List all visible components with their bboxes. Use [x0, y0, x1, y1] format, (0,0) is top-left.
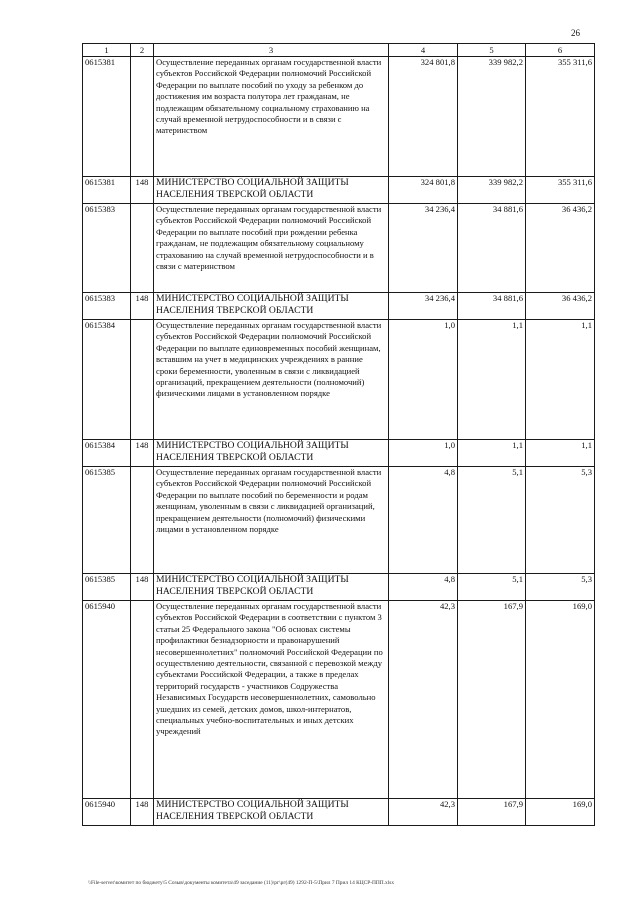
table-row	[83, 204, 595, 293]
item-name-cell: Осуществление переданных органам государственной власти субъектов Российской Федерации в соответствии с пунктом 3 статьи 25 Федерального закона "Об основах системы профилактики безнадзорности и правонарушений несовершеннолетних" полномочий Российской Федерации по осуществлению деятельности, связанной с перевозкой между субъектами Российской Федерации, а также в пределах территорий государств - участников Содружества Независимых Государств несовершеннолетних, самовольно ушедших из семей, детских домов, школ-интернатов, специальных учебно-воспитательных и иных детских учреждений	[154, 601, 389, 799]
amount-year3-cell: 169,0	[526, 601, 595, 799]
table-row	[83, 57, 595, 177]
amount-year2-cell: 1,1	[458, 320, 526, 440]
amount-year3-cell: 36 436,2	[526, 204, 595, 293]
amount-year1-cell: 1,0	[389, 320, 458, 440]
item-name-cell: МИНИСТЕРСТВО СОЦИАЛЬНОЙ ЗАЩИТЫ НАСЕЛЕНИЯ ТВЕРСКОЙ ОБЛАСТИ	[154, 177, 389, 204]
target-code-cell: 0615383	[83, 293, 131, 320]
amount-year2-cell: 339 982,2	[458, 177, 526, 204]
column-header-2: 2	[131, 44, 154, 57]
amount-year1-cell: 324 801,8	[389, 177, 458, 204]
table-row	[83, 177, 595, 204]
item-name-cell: Осуществление переданных органам государственной власти субъектов Российской Федерации полномочий Российской Федерации по выплате пособий при рождении ребенка гражданам, не подлежащим обязательному социальному страхованию на случай временной нетрудоспособности и в связи с материнством	[154, 204, 389, 293]
amount-year3-cell: 1,1	[526, 320, 595, 440]
target-code-cell: 0615385	[83, 467, 131, 574]
amount-year2-cell: 167,9	[458, 601, 526, 799]
column-header-4: 4	[389, 44, 458, 57]
item-name-cell: Осуществление переданных органам государственной власти субъектов Российской Федерации полномочий Российской Федерации по выплате единовременных пособий женщинам, вставшим на учет в медицинских учреждениях в ранние сроки беременности, уволенным в связи с ликвидацией организаций, прекращением деятельности (полномочий) физическими лицами в установленном порядке	[154, 320, 389, 440]
amount-year1-cell: 324 801,8	[389, 57, 458, 177]
footer-file-path: \\File-server\комитет по бюджету\5 Созыв\документы комитета\49 заседание (11)\рг\рг(49) 1292-П-5\Прил 7 Прил 14 КЦСР-ППП.xlsx	[88, 880, 395, 886]
amount-year1-cell: 4,8	[389, 467, 458, 574]
department-code-cell	[131, 467, 154, 574]
department-code-cell	[131, 204, 154, 293]
amount-year3-cell: 5,3	[526, 574, 595, 601]
table-row	[83, 574, 595, 601]
target-code-cell: 0615940	[83, 799, 131, 826]
department-code-cell: 148	[131, 799, 154, 826]
amount-year2-cell: 34 881,6	[458, 293, 526, 320]
amount-year2-cell: 5,1	[458, 574, 526, 601]
item-name-cell: МИНИСТЕРСТВО СОЦИАЛЬНОЙ ЗАЩИТЫ НАСЕЛЕНИЯ ТВЕРСКОЙ ОБЛАСТИ	[154, 293, 389, 320]
column-header-6: 6	[526, 44, 595, 57]
table-row	[83, 467, 595, 574]
amount-year3-cell: 1,1	[526, 440, 595, 467]
department-code-cell: 148	[131, 440, 154, 467]
table-row	[83, 320, 595, 440]
column-header-1: 1	[83, 44, 131, 57]
amount-year3-cell: 36 436,2	[526, 293, 595, 320]
amount-year2-cell: 339 982,2	[458, 57, 526, 177]
target-code-cell: 0615383	[83, 204, 131, 293]
amount-year3-cell: 355 311,6	[526, 57, 595, 177]
amount-year3-cell: 355 311,6	[526, 177, 595, 204]
table-row	[83, 799, 595, 826]
item-name-cell: МИНИСТЕРСТВО СОЦИАЛЬНОЙ ЗАЩИТЫ НАСЕЛЕНИЯ ТВЕРСКОЙ ОБЛАСТИ	[154, 440, 389, 467]
amount-year3-cell: 5,3	[526, 467, 595, 574]
amount-year1-cell: 34 236,4	[389, 293, 458, 320]
amount-year1-cell: 42,3	[389, 799, 458, 826]
budget-table	[82, 43, 595, 826]
table-row	[83, 440, 595, 467]
amount-year2-cell: 34 881,6	[458, 204, 526, 293]
item-name-cell: Осуществление переданных органам государственной власти субъектов Российской Федерации полномочий Российской Федерации по выплате пособий по уходу за ребенком до достижения им возраста полутора лет гражданам, не подлежащим обязательному социальному страхованию на случай временной нетрудоспособности и в связи с материнством	[154, 57, 389, 177]
table-header-row	[83, 44, 595, 57]
department-code-cell	[131, 601, 154, 799]
page-number: 26	[571, 28, 580, 38]
amount-year1-cell: 1,0	[389, 440, 458, 467]
item-name-cell: Осуществление переданных органам государственной власти субъектов Российской Федерации полномочий Российской Федерации по выплате пособий по беременности и родам женщинам, уволенным в связи с ликвидацией организаций, прекращением деятельности (полномочий) физическими лицами в установленном порядке	[154, 467, 389, 574]
target-code-cell: 0615381	[83, 177, 131, 204]
department-code-cell	[131, 320, 154, 440]
item-name-cell: МИНИСТЕРСТВО СОЦИАЛЬНОЙ ЗАЩИТЫ НАСЕЛЕНИЯ ТВЕРСКОЙ ОБЛАСТИ	[154, 799, 389, 826]
amount-year2-cell: 5,1	[458, 467, 526, 574]
table-row	[83, 601, 595, 799]
target-code-cell: 0615381	[83, 57, 131, 177]
target-code-cell: 0615384	[83, 320, 131, 440]
target-code-cell: 0615940	[83, 601, 131, 799]
column-header-3: 3	[154, 44, 389, 57]
amount-year1-cell: 34 236,4	[389, 204, 458, 293]
department-code-cell: 148	[131, 574, 154, 601]
item-name-cell: МИНИСТЕРСТВО СОЦИАЛЬНОЙ ЗАЩИТЫ НАСЕЛЕНИЯ ТВЕРСКОЙ ОБЛАСТИ	[154, 574, 389, 601]
amount-year2-cell: 1,1	[458, 440, 526, 467]
department-code-cell	[131, 57, 154, 177]
department-code-cell: 148	[131, 293, 154, 320]
amount-year1-cell: 42,3	[389, 601, 458, 799]
amount-year3-cell: 169,0	[526, 799, 595, 826]
target-code-cell: 0615385	[83, 574, 131, 601]
amount-year2-cell: 167,9	[458, 799, 526, 826]
amount-year1-cell: 4,8	[389, 574, 458, 601]
department-code-cell: 148	[131, 177, 154, 204]
target-code-cell: 0615384	[83, 440, 131, 467]
table-row	[83, 293, 595, 320]
column-header-5: 5	[458, 44, 526, 57]
